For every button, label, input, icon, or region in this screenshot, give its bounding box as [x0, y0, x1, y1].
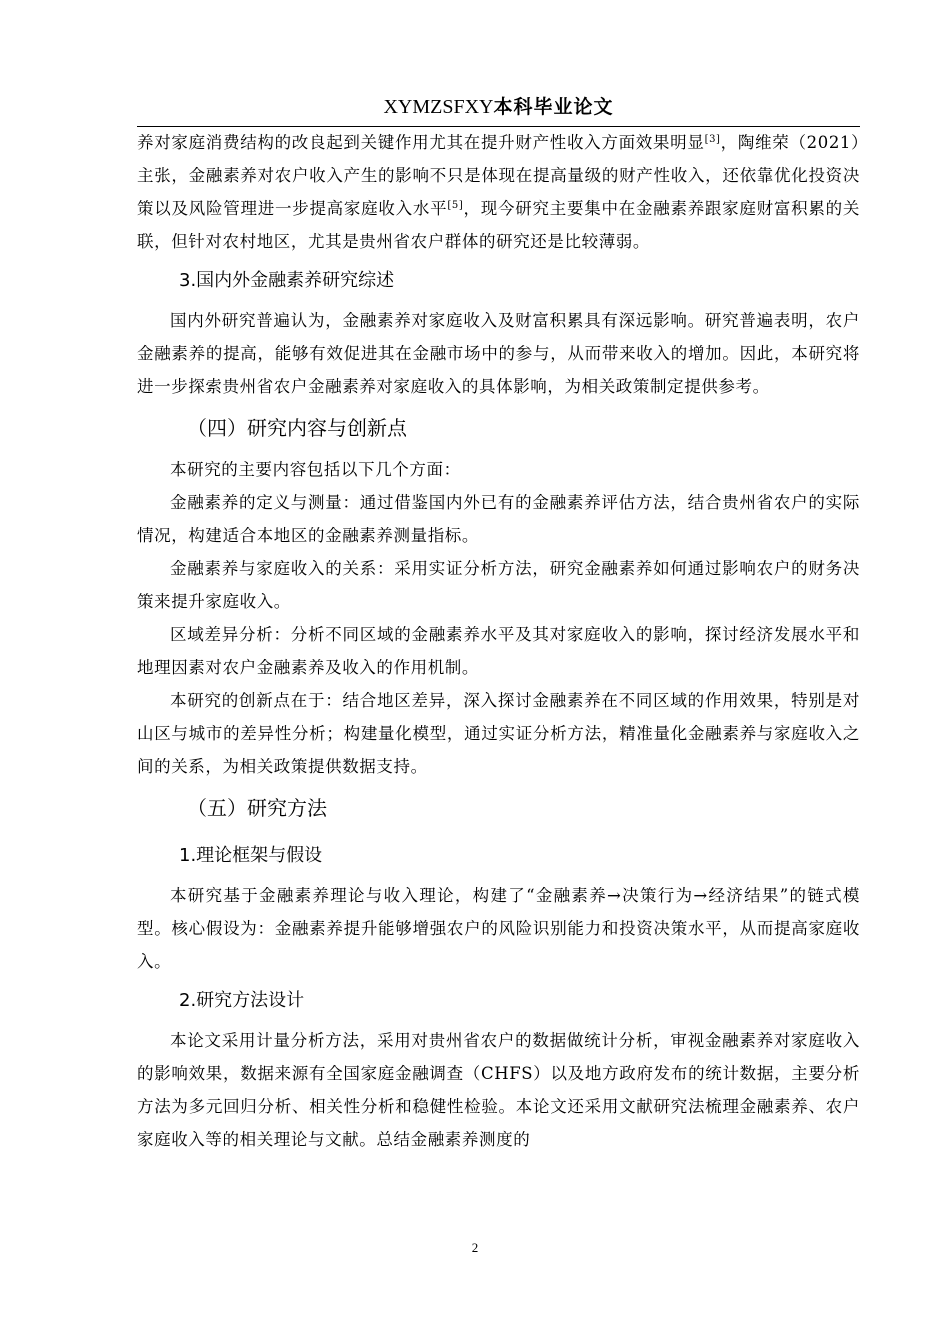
- heading-research-content: （四）研究内容与创新点: [187, 416, 407, 440]
- paragraph-content-intro: 本研究的主要内容包括以下几个方面：: [170, 460, 461, 479]
- header-title: [383, 96, 613, 118]
- paragraph-intro-text-b: ，陶维荣（2021）主张，金融素养对农户收入产生的影响不只是体现在提高量级的财产性收入，还依靠优化投资决策以及风险管理进一步提高家庭收入水平: [137, 133, 860, 218]
- paragraph-intro-text-a: 养对家庭消费结构的改良起到关键作用尤其在提升财产性收入方面效果明显: [137, 133, 705, 152]
- paragraph-framework: 本研究基于金融素养理论与收入理论，构建了“金融素养→决策行为→经济结果”的链式模型。核心假设为：金融素养提升能够增强农户的风险识别能力和投资决策水平，从而提高家庭收入。: [137, 886, 860, 971]
- citation-3: [3]: [704, 134, 721, 145]
- heading-literature-review: 3.国内外金融素养研究综述: [179, 270, 395, 291]
- heading-research-method: （五）研究方法: [187, 796, 327, 820]
- page-header: [137, 92, 860, 127]
- heading-framework: 1.理论框架与假设: [179, 845, 323, 866]
- paragraph-content-3: 区域差异分析：分析不同区域的金融素养水平及其对家庭收入的影响，探讨经济发展水平和地理因素对农户金融素养及收入的作用机制。: [137, 625, 860, 677]
- paragraph-innovation: 本研究的创新点在于：结合地区差异，深入探讨金融素养在不同区域的作用效果，特别是对山区与城市的差异性分析；构建量化模型，通过实证分析方法，精准量化金融素养与家庭收入之间的关系，为相关政策提供数据支持。: [137, 691, 860, 776]
- paragraph-content-1: 金融素养的定义与测量：通过借鉴国内外已有的金融素养评估方法，结合贵州省农户的实际情况，构建适合本地区的金融素养测量指标。: [137, 493, 860, 545]
- header-cn: 本科毕业论文: [493, 96, 614, 118]
- paragraph-method-design: 本论文采用计量分析方法，采用对贵州省农户的数据做统计分析，审视金融素养对家庭收入的影响效果，数据来源有全国家庭金融调查（CHFS）以及地方政府发布的统计数据，主要分析方法为多元回归分析、相关性分析和稳健性检验。本论文还采用文献研究法梳理金融素养、农户家庭收入等的相关理论与文献。总结金融素养测度的: [137, 1031, 860, 1149]
- page-number: 2: [471, 1240, 479, 1255]
- paragraph-content-2: 金融素养与家庭收入的关系：采用实证分析方法，研究金融素养如何通过影响农户的财务决策来提升家庭收入。: [137, 559, 860, 611]
- header-latin: XYMZSFXY: [383, 96, 494, 118]
- citation-5: [5]: [447, 200, 464, 211]
- paragraph-intro-text-c: ，现今研究主要集中在金融素养跟家庭财富积累的关联，但针对农村地区，尤其是贵州省农户群体的研究还是比较薄弱。: [137, 199, 860, 251]
- paragraph-intro: [137, 126, 860, 258]
- heading-method-design: 2.研究方法设计: [179, 990, 305, 1011]
- paragraph-review: 国内外研究普遍认为，金融素养对家庭收入及财富积累具有深远影响。研究普遍表明，农户金融素养的提高，能够有效促进其在金融市场中的参与，从而带来收入的增加。因此，本研究将进一步探索贵州省农户金融素养对家庭收入的具体影响，为相关政策制定提供参考。: [137, 311, 860, 396]
- document-body: [137, 126, 860, 1156]
